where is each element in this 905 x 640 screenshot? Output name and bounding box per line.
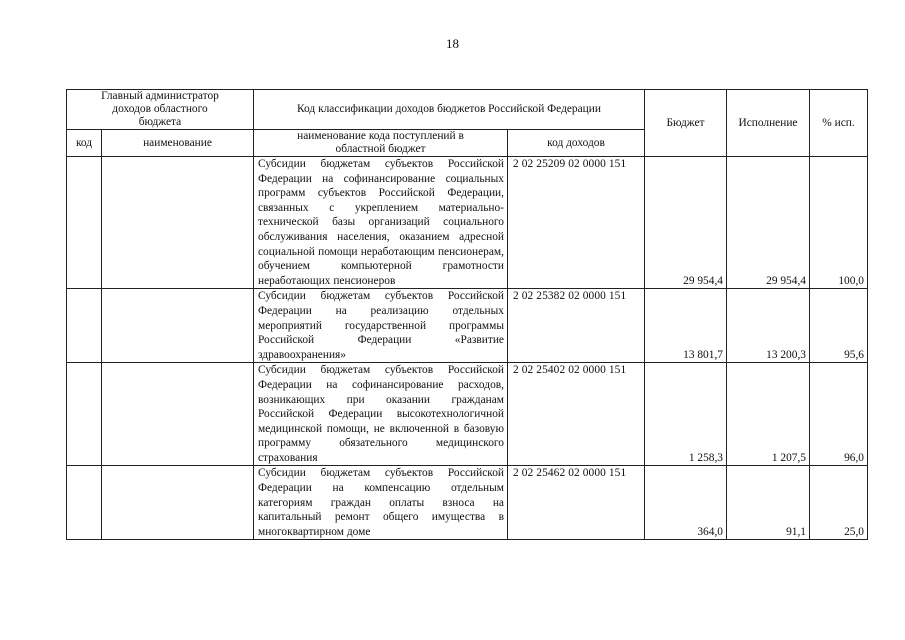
header-classification-group: Код классификации доходов бюджетов Российской Федерации (254, 90, 645, 130)
row-description: Субсидии бюджетам субъектов Российской Федерации на компенсацию отдельным категориям граждан оплаты взноса на капитальный ремонт общего имущества в многоквартирном доме (254, 466, 508, 540)
header-income-name: наименование кода поступлений в областной бюджет (254, 130, 508, 157)
admin-name-cell (102, 289, 254, 363)
admin-name-cell (102, 466, 254, 540)
table-row (67, 289, 868, 363)
header-budget: Бюджет (645, 90, 727, 157)
row-percent: 96,0 (810, 363, 868, 466)
row-income-code: 2 02 25402 02 0000 151 (508, 363, 645, 466)
table-row (67, 466, 868, 540)
admin-code-cell (67, 466, 102, 540)
table-row (67, 363, 868, 466)
row-budget: 29 954,4 (645, 157, 727, 289)
row-execution: 91,1 (727, 466, 810, 540)
admin-code-cell (67, 157, 102, 289)
row-income-code: 2 02 25462 02 0000 151 (508, 466, 645, 540)
header-admin-code: код (67, 130, 102, 157)
row-description: Субсидии бюджетам субъектов Российской Федерации на софинансирование социальных программ субъектов Российской Федерации, связанных с укреплением материально-технической базы организаций социального обслуживания населения, оказанием адресной социальной помощи неработающим пенсионерам, обучением компьютерной грамотности неработающих пенсионеров (254, 157, 508, 289)
row-percent: 25,0 (810, 466, 868, 540)
row-execution: 1 207,5 (727, 363, 810, 466)
header-income-code: код доходов (508, 130, 645, 157)
row-description: Субсидии бюджетам субъектов Российской Федерации на реализацию отдельных мероприятий государственной программы Российской Федерации «Развитие здравоохранения» (254, 289, 508, 363)
row-percent: 95,6 (810, 289, 868, 363)
admin-name-cell (102, 157, 254, 289)
page-number: 18 (446, 36, 459, 51)
header-execution: Исполнение (727, 90, 810, 157)
row-income-code: 2 02 25382 02 0000 151 (508, 289, 645, 363)
header-percent: % исп. (810, 90, 868, 157)
row-execution: 13 200,3 (727, 289, 810, 363)
table-row (67, 157, 868, 289)
row-execution: 29 954,4 (727, 157, 810, 289)
admin-code-cell (67, 289, 102, 363)
header-admin-group: Главный администратор доходов областного бюджета (67, 90, 254, 130)
row-income-code: 2 02 25209 02 0000 151 (508, 157, 645, 289)
row-percent: 100,0 (810, 157, 868, 289)
row-budget: 1 258,3 (645, 363, 727, 466)
row-description: Субсидии бюджетам субъектов Российской Федерации на софинансирование расходов, возникающих при оказании гражданам Российской Федерации высокотехнологичной медицинской помощи, не включенной в базовую программу обязательного медицинского страхования (254, 363, 508, 466)
admin-code-cell (67, 363, 102, 466)
header-admin-name: наименование (102, 130, 254, 157)
row-budget: 364,0 (645, 466, 727, 540)
admin-name-cell (102, 363, 254, 466)
revenue-table (66, 89, 868, 540)
row-budget: 13 801,7 (645, 289, 727, 363)
